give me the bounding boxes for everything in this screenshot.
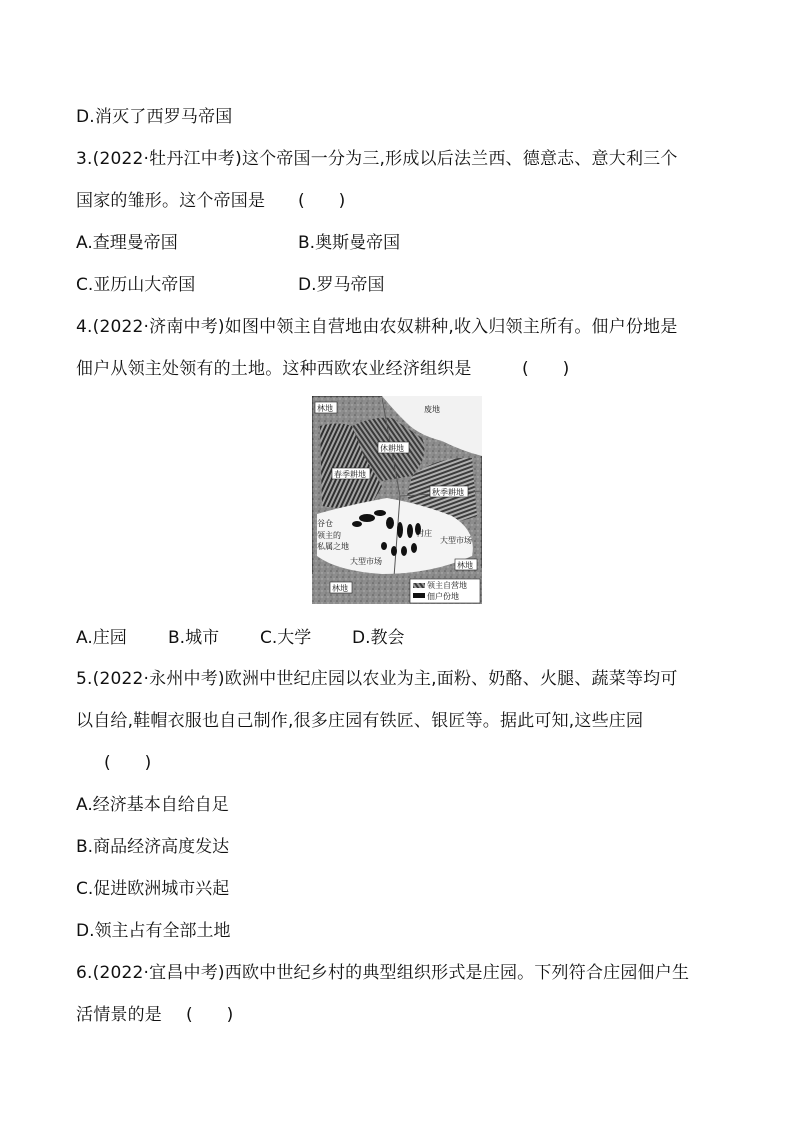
q3-answer-blank: ( ) (298, 191, 346, 211)
q4-stem-line1: 4.(2022·济南中考)如图中领主自营地由农奴耕种,收入归领主所有。佃户份地是 (76, 317, 678, 337)
map-label-wasteland: 废地 (424, 405, 440, 414)
q3-stem-line1: 3.(2022·牡丹江中考)这个帝国一分为三,形成以后法兰西、德意志、意大利三个 (76, 149, 678, 169)
map-label-village: 村庄 (416, 529, 432, 538)
q5-option-a: A.经济基本自给自足 (76, 795, 229, 815)
map-label-forest-bl: 林地 (332, 584, 348, 593)
q4-option-c: C.大学 (260, 628, 312, 648)
q6-stem-line1: 6.(2022·宜昌中考)西欧中世纪乡村的典型组织形式是庄园。下列符合庄园佃户生 (76, 963, 690, 983)
q2-option-d: D.消灭了西罗马帝国 (76, 107, 233, 127)
map-label-spring: 春季耕地 (334, 470, 366, 479)
manor-map-figure (312, 396, 482, 604)
q3-option-b: B.奥斯曼帝国 (298, 233, 401, 253)
legend-tenant-swatch (413, 593, 425, 598)
q6-answer-blank: ( ) (186, 1005, 234, 1025)
q3-option-c: C.亚历山大帝国 (76, 275, 196, 295)
legend-tenant-label: 佃户份地 (427, 592, 459, 601)
q4-option-b: B.城市 (168, 628, 220, 648)
q5-option-b: B.商品经济高度发达 (76, 837, 230, 857)
q4-option-a: A.庄园 (76, 628, 127, 648)
q5-stem-line1: 5.(2022·永州中考)欧洲中世纪庄园以农业为主,面粉、奶酪、火腿、蔬菜等均可 (76, 669, 678, 689)
map-label-lord-private-1: 领主的 (317, 531, 341, 540)
q5-stem-line2: 以自给,鞋帽衣服也自己制作,很多庄园有铁匠、银匠等。据此可知,这些庄园 (76, 711, 644, 731)
q3-stem-line2: 国家的雏形。这个帝国是 (76, 191, 266, 211)
map-label-fallow: 休耕地 (380, 444, 404, 453)
map-label-granary: 谷仓 (317, 519, 333, 528)
q4-option-d: D.教会 (352, 628, 405, 648)
q3-option-d: D.罗马帝国 (298, 275, 385, 295)
map-label-market-left: 大型市场 (350, 557, 382, 566)
map-label-lord-private-2: 私属之地 (317, 542, 349, 551)
q6-stem-line2: 活情景的是 (76, 1005, 162, 1025)
legend-demesne-label: 领主自营地 (427, 581, 467, 590)
legend-demesne-swatch (413, 583, 425, 588)
q5-option-d: D.领主占有全部土地 (76, 921, 231, 941)
map-label-autumn: 秋季耕地 (432, 488, 464, 497)
q3-option-a: A.查理曼帝国 (76, 233, 178, 253)
q5-option-c: C.促进欧洲城市兴起 (76, 879, 230, 899)
q4-answer-blank: ( ) (522, 359, 570, 379)
map-label-market-right: 大型市场 (440, 536, 472, 545)
map-label-forest-right: 林地 (457, 561, 473, 570)
q4-stem-line2: 佃户从领主处领有的土地。这种西欧农业经济组织是 (76, 359, 472, 379)
q5-answer-blank: ( ) (104, 753, 152, 773)
map-label-forest-tl: 林地 (317, 404, 333, 413)
